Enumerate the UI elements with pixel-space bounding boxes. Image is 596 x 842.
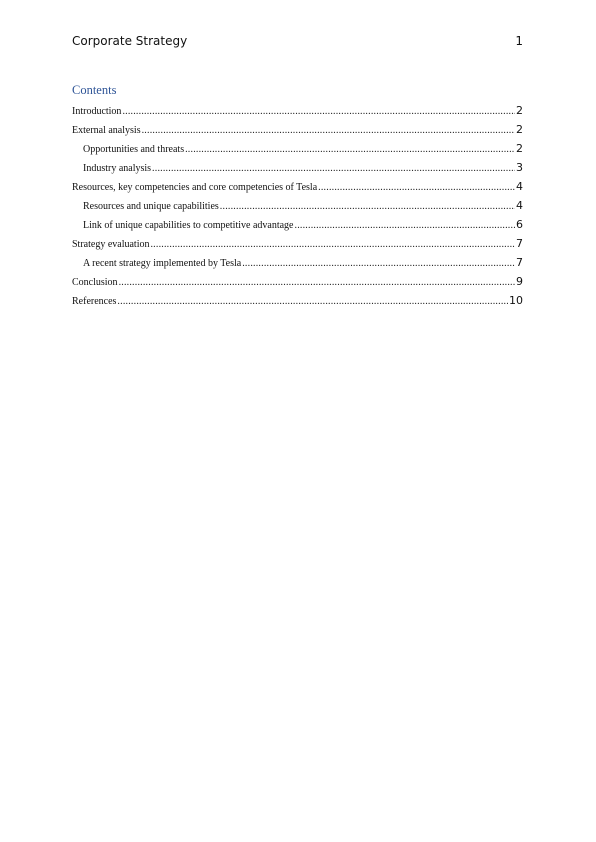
- toc-dot-leader: [119, 276, 515, 290]
- toc-entry-label: A recent strategy implemented by Tesla: [83, 258, 242, 269]
- toc-entry-external-analysis[interactable]: [72, 123, 523, 142]
- toc-entry-label: Opportunities and threats: [83, 144, 185, 155]
- running-header-page-number: 1: [515, 34, 523, 48]
- toc-entry-page: 9: [516, 275, 523, 288]
- toc-entry-references[interactable]: [72, 294, 523, 313]
- toc-entry-page: 2: [516, 123, 523, 136]
- toc-heading: Contents: [72, 83, 117, 97]
- toc-entry-label: References: [72, 296, 117, 307]
- toc-entry-page: 2: [516, 104, 523, 117]
- toc-entry-label: Conclusion: [72, 277, 118, 288]
- toc-entry-page: 10: [509, 294, 523, 307]
- toc-entry-introduction[interactable]: [72, 104, 523, 123]
- toc-entry-strategy-evaluation[interactable]: [72, 237, 523, 256]
- toc-dot-leader: [150, 238, 515, 252]
- toc-dot-leader: [152, 162, 515, 176]
- toc-entry-page: 4: [516, 199, 523, 212]
- toc-entry-page: 2: [516, 142, 523, 155]
- toc-dot-leader: [220, 200, 515, 214]
- toc-entry-resources-unique-capabilities[interactable]: [72, 199, 523, 218]
- toc-entry-link-unique-capabilities[interactable]: [72, 218, 523, 237]
- toc-entry-recent-strategy[interactable]: [72, 256, 523, 275]
- toc-entry-page: 7: [516, 256, 523, 269]
- toc-dot-leader: [295, 219, 516, 233]
- toc-entry-label: Resources and unique capabilities: [83, 201, 219, 212]
- toc-entry-page: 6: [516, 218, 523, 231]
- toc-entry-conclusion[interactable]: [72, 275, 523, 294]
- toc-entry-page: 7: [516, 237, 523, 250]
- toc-entry-label: Industry analysis: [83, 163, 152, 174]
- running-header-title: Corporate Strategy: [72, 34, 188, 48]
- toc-dot-leader: [122, 105, 515, 119]
- toc-entry-page: 3: [516, 161, 523, 174]
- toc-entry-label: External analysis: [72, 125, 141, 136]
- toc-entry-label: Resources, key competencies and core competencies of Tesla: [72, 182, 318, 193]
- toc-dot-leader: [318, 181, 515, 195]
- toc-entry-label: Introduction: [72, 106, 122, 117]
- toc-dot-leader: [185, 143, 515, 157]
- toc-entry-opportunities-and-threats[interactable]: [72, 142, 523, 161]
- toc-entry-label: Strategy evaluation: [72, 239, 150, 250]
- toc-entry-label: Link of unique capabilities to competitive advantage: [83, 220, 294, 231]
- toc-entry-page: 4: [516, 180, 523, 193]
- toc-dot-leader: [242, 257, 515, 271]
- toc-entry-resources-competencies[interactable]: [72, 180, 523, 199]
- toc-dot-leader: [142, 124, 515, 138]
- toc-dot-leader: [117, 295, 508, 309]
- toc-entry-industry-analysis[interactable]: [72, 161, 523, 180]
- table-of-contents: [72, 104, 523, 313]
